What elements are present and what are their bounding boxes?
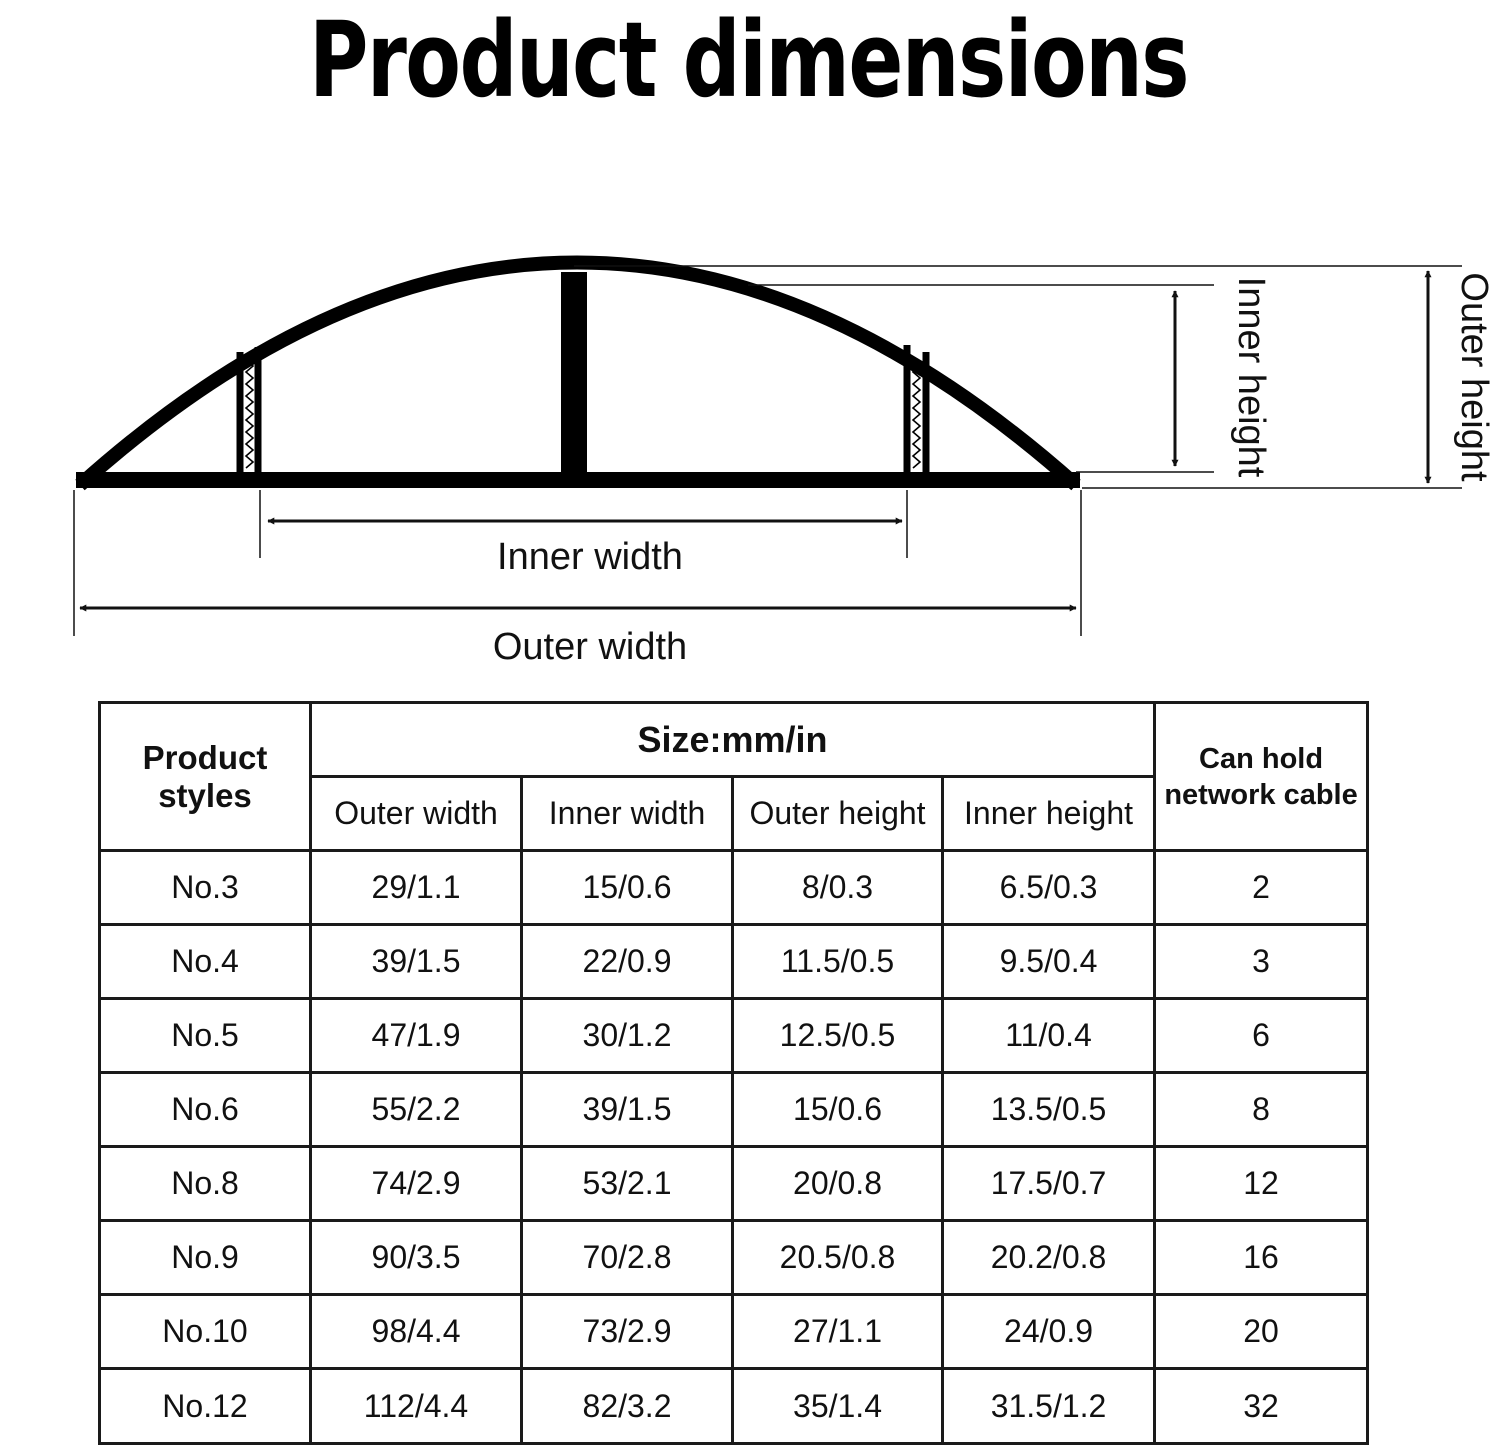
cell-outer-width: 39/1.5 bbox=[311, 925, 522, 999]
cell-outer-height: 8/0.3 bbox=[733, 851, 943, 925]
outer-height-label: Outer height bbox=[1453, 272, 1495, 482]
cell-cable: 3 bbox=[1155, 925, 1368, 999]
cell-inner-height: 24/0.9 bbox=[943, 1295, 1155, 1369]
cell-cable: 20 bbox=[1155, 1295, 1368, 1369]
cell-outer-height: 11.5/0.5 bbox=[733, 925, 943, 999]
inner-width-label: Inner width bbox=[497, 536, 683, 578]
cell-style: No.4 bbox=[100, 925, 311, 999]
cell-inner-height: 20.2/0.8 bbox=[943, 1221, 1155, 1295]
cell-style: No.3 bbox=[100, 851, 311, 925]
cell-cable: 32 bbox=[1155, 1369, 1368, 1444]
cell-inner-width: 73/2.9 bbox=[522, 1295, 733, 1369]
header-product-styles: Product styles bbox=[100, 703, 311, 851]
table-header-row bbox=[100, 703, 1368, 777]
cell-inner-width: 70/2.8 bbox=[522, 1221, 733, 1295]
cell-style: No.6 bbox=[100, 1073, 311, 1147]
page-title-text: Product dimensions bbox=[308, 0, 1188, 121]
cell-outer-height: 35/1.4 bbox=[733, 1369, 943, 1444]
cell-cable: 2 bbox=[1155, 851, 1368, 925]
cable-cover-diagram bbox=[0, 0, 1496, 700]
header-outer-height: Outer height bbox=[733, 777, 943, 851]
cell-inner-height: 6.5/0.3 bbox=[943, 851, 1155, 925]
cell-outer-width: 47/1.9 bbox=[311, 999, 522, 1073]
cell-style: No.8 bbox=[100, 1147, 311, 1221]
cell-cable: 8 bbox=[1155, 1073, 1368, 1147]
cell-outer-width: 29/1.1 bbox=[311, 851, 522, 925]
cell-cable: 12 bbox=[1155, 1147, 1368, 1221]
table-row bbox=[100, 1073, 1368, 1147]
table-row bbox=[100, 1295, 1368, 1369]
cell-style: No.12 bbox=[100, 1369, 311, 1444]
table-row bbox=[100, 999, 1368, 1073]
header-outer-width: Outer width bbox=[311, 777, 522, 851]
header-inner-width: Inner width bbox=[522, 777, 733, 851]
cell-inner-width: 53/2.1 bbox=[522, 1147, 733, 1221]
cell-outer-width: 112/4.4 bbox=[311, 1369, 522, 1444]
table-row bbox=[100, 1369, 1368, 1444]
cell-inner-width: 82/3.2 bbox=[522, 1369, 733, 1444]
header-inner-height: Inner height bbox=[943, 777, 1155, 851]
cell-style: No.5 bbox=[100, 999, 311, 1073]
cell-style: No.9 bbox=[100, 1221, 311, 1295]
cell-outer-height: 20.5/0.8 bbox=[733, 1221, 943, 1295]
table-row bbox=[100, 1221, 1368, 1295]
table-row bbox=[100, 925, 1368, 999]
width-dimensions bbox=[74, 490, 1081, 668]
cell-cable: 16 bbox=[1155, 1221, 1368, 1295]
cell-inner-height: 11/0.4 bbox=[943, 999, 1155, 1073]
spec-table bbox=[98, 701, 1369, 1445]
cell-inner-height: 13.5/0.5 bbox=[943, 1073, 1155, 1147]
cell-inner-height: 17.5/0.7 bbox=[943, 1147, 1155, 1221]
outer-width-label: Outer width bbox=[492, 626, 688, 668]
cell-inner-width: 22/0.9 bbox=[522, 925, 733, 999]
cell-inner-width: 30/1.2 bbox=[522, 999, 733, 1073]
cell-outer-width: 74/2.9 bbox=[311, 1147, 522, 1221]
inner-height-label: Inner height bbox=[1230, 276, 1272, 478]
cell-outer-height: 12.5/0.5 bbox=[733, 999, 943, 1073]
cell-inner-width: 15/0.6 bbox=[522, 851, 733, 925]
cell-inner-height: 31.5/1.2 bbox=[943, 1369, 1155, 1444]
table-row bbox=[100, 851, 1368, 925]
cell-outer-height: 20/0.8 bbox=[733, 1147, 943, 1221]
cell-outer-width: 98/4.4 bbox=[311, 1295, 522, 1369]
cell-inner-height: 9.5/0.4 bbox=[943, 925, 1155, 999]
cell-outer-width: 90/3.5 bbox=[311, 1221, 522, 1295]
header-cable-capacity: Can hold network cable bbox=[1155, 703, 1368, 851]
cell-cable: 6 bbox=[1155, 999, 1368, 1073]
cell-outer-width: 55/2.2 bbox=[311, 1073, 522, 1147]
cell-outer-height: 27/1.1 bbox=[733, 1295, 943, 1369]
header-size-group: Size:mm/in bbox=[311, 703, 1155, 777]
cell-outer-height: 15/0.6 bbox=[733, 1073, 943, 1147]
cell-style: No.10 bbox=[100, 1295, 311, 1369]
right-divider-zigzag bbox=[913, 360, 920, 468]
cable-cover-profile bbox=[76, 263, 1080, 486]
left-divider-zigzag bbox=[246, 360, 253, 468]
cell-inner-width: 39/1.5 bbox=[522, 1073, 733, 1147]
table-row bbox=[100, 1147, 1368, 1221]
